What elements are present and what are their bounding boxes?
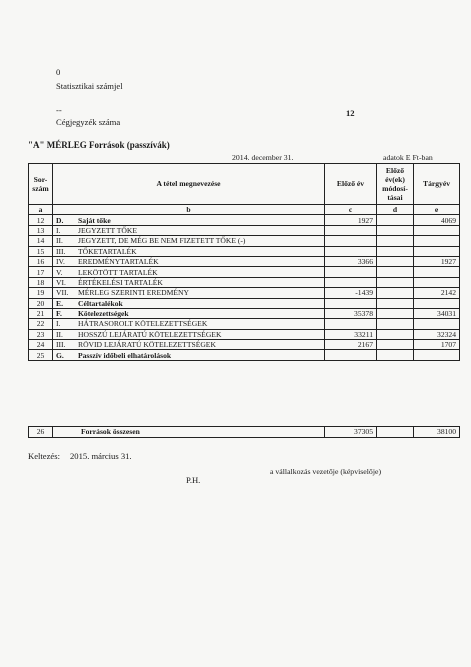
row-modification xyxy=(377,288,414,298)
table-body xyxy=(29,215,460,360)
table-row xyxy=(29,340,460,350)
row-prev-year: 1927 xyxy=(325,215,377,225)
row-label xyxy=(53,308,325,318)
row-current-year xyxy=(414,277,460,287)
row-label xyxy=(53,277,325,287)
reg-label: Cégjegyzék száma xyxy=(56,117,121,127)
page-title: "A" MÉRLEG Források (passzívák) xyxy=(28,140,170,150)
row-prev-year xyxy=(325,298,377,308)
row-code: III. xyxy=(56,246,66,256)
row-prev-year xyxy=(325,267,377,277)
col-code-b: b xyxy=(53,205,325,215)
row-code: III. xyxy=(56,340,66,350)
row-modification xyxy=(377,267,414,277)
row-current-year: 1707 xyxy=(414,340,460,350)
table-row xyxy=(29,350,460,360)
total-no: 26 xyxy=(29,427,53,438)
col-modositas: Előző év(ek) módosí-tásai xyxy=(377,164,414,205)
row-number: 12 xyxy=(29,215,53,225)
row-label-text: HÁTRASOROLT KÖTELEZETTSÉGEK xyxy=(78,319,208,329)
row-label xyxy=(53,298,325,308)
table-row xyxy=(29,277,460,287)
row-current-year xyxy=(414,298,460,308)
row-label-text: LEKÖTÖTT TARTALÉK xyxy=(78,267,158,277)
row-label xyxy=(53,329,325,339)
row-modification xyxy=(377,277,414,287)
row-code: G. xyxy=(56,350,64,360)
row-label xyxy=(53,256,325,266)
row-prev-year: 33211 xyxy=(325,329,377,339)
table-row xyxy=(29,308,460,318)
table-row xyxy=(29,215,460,225)
unit-label: adatok E Ft-ban xyxy=(383,153,433,162)
row-number: 19 xyxy=(29,288,53,298)
row-label-text: RÖVID LEJÁRATÚ KÖTELEZETTSÉGEK xyxy=(78,340,216,350)
row-label-text: EREDMÉNYTARTALÉK xyxy=(78,257,159,267)
row-label-text: TŐKETARTALÉK xyxy=(78,246,137,256)
row-prev-year: 35378 xyxy=(325,308,377,318)
row-modification xyxy=(377,340,414,350)
total-row xyxy=(29,427,460,438)
row-modification xyxy=(377,225,414,235)
row-code: II. xyxy=(56,329,63,339)
page-number: 12 xyxy=(346,108,355,118)
row-label-text: Céltartalékok xyxy=(78,298,123,308)
row-number: 21 xyxy=(29,308,53,318)
col-code-d: d xyxy=(377,205,414,215)
row-modification xyxy=(377,256,414,266)
row-label-text: HOSSZÚ LEJÁRATÚ KÖTELEZETTSÉGEK xyxy=(78,329,222,339)
dated-value: 2015. március 31. xyxy=(70,451,132,461)
col-code-c: c xyxy=(325,205,377,215)
row-modification xyxy=(377,298,414,308)
table-row xyxy=(29,225,460,235)
row-prev-year: 3366 xyxy=(325,256,377,266)
row-label-text: JEGYZETT, DE MÉG BE NEM FIZETETT TŐKE (-) xyxy=(78,236,246,246)
row-current-year: 1927 xyxy=(414,256,460,266)
col-code-a: a xyxy=(29,205,53,215)
row-current-year: 32324 xyxy=(414,329,460,339)
row-number: 20 xyxy=(29,298,53,308)
report-date: 2014. december 31. xyxy=(232,153,294,162)
row-current-year xyxy=(414,267,460,277)
row-code: I. xyxy=(56,319,61,329)
row-prev-year xyxy=(325,277,377,287)
stat-label: Statisztikai számjel xyxy=(56,81,123,91)
row-label-text: MÉRLEG SZERINTI EREDMÉNY xyxy=(78,288,189,298)
total-label: Források összesen xyxy=(53,427,325,438)
row-code: D. xyxy=(56,215,64,225)
col-megnevezes: A tétel megnevezése xyxy=(53,164,325,205)
table-row xyxy=(29,329,460,339)
row-prev-year: -1439 xyxy=(325,288,377,298)
row-code: E. xyxy=(56,298,63,308)
col-sorszam: Sor-szám xyxy=(29,164,53,205)
row-label-text: ÉRTÉKELÉSI TARTALÉK xyxy=(78,277,163,287)
row-current-year: 34031 xyxy=(414,308,460,318)
row-prev-year xyxy=(325,319,377,329)
row-number: 17 xyxy=(29,267,53,277)
row-current-year xyxy=(414,319,460,329)
row-modification xyxy=(377,236,414,246)
table-row xyxy=(29,288,460,298)
row-prev-year xyxy=(325,225,377,235)
row-current-year: 2142 xyxy=(414,288,460,298)
total-curr: 38100 xyxy=(414,427,460,438)
table-row xyxy=(29,236,460,246)
row-current-year xyxy=(414,350,460,360)
dated-label: Keltezés: xyxy=(28,451,60,461)
row-label xyxy=(53,225,325,235)
table-row xyxy=(29,319,460,329)
row-label-text: Passzív időbeli elhatárolások xyxy=(78,350,172,360)
table-row xyxy=(29,298,460,308)
total-mod xyxy=(377,427,414,438)
total-prev: 37305 xyxy=(325,427,377,438)
row-prev-year xyxy=(325,350,377,360)
row-modification xyxy=(377,350,414,360)
row-current-year xyxy=(414,236,460,246)
row-code: I. xyxy=(56,225,61,235)
row-modification xyxy=(377,308,414,318)
row-prev-year: 2167 xyxy=(325,340,377,350)
table-row xyxy=(29,267,460,277)
column-code-row xyxy=(29,205,460,215)
row-prev-year xyxy=(325,246,377,256)
row-label xyxy=(53,236,325,246)
row-current-year xyxy=(414,225,460,235)
table-header-row xyxy=(29,164,460,205)
row-label-text: JEGYZETT TŐKE xyxy=(78,225,137,235)
row-number: 16 xyxy=(29,256,53,266)
row-label xyxy=(53,267,325,277)
row-modification xyxy=(377,215,414,225)
row-modification xyxy=(377,246,414,256)
row-code: II. xyxy=(56,236,63,246)
total-table xyxy=(28,426,460,438)
row-label xyxy=(53,246,325,256)
row-label-text: Kötelezettségek xyxy=(78,309,129,319)
col-code-e: e xyxy=(414,205,460,215)
row-number: 18 xyxy=(29,277,53,287)
row-code: F. xyxy=(56,309,62,319)
row-code: IV. xyxy=(56,257,65,267)
row-code: V. xyxy=(56,267,63,277)
row-label-text: Saját tőke xyxy=(78,215,111,225)
col-targyev: Tárgyév xyxy=(414,164,460,205)
row-label xyxy=(53,319,325,329)
row-current-year xyxy=(414,246,460,256)
col-elozo-ev: Előző év xyxy=(325,164,377,205)
row-number: 13 xyxy=(29,225,53,235)
row-label xyxy=(53,340,325,350)
row-current-year: 4069 xyxy=(414,215,460,225)
row-number: 24 xyxy=(29,340,53,350)
row-prev-year xyxy=(325,236,377,246)
stat-value: 0 xyxy=(56,67,61,77)
row-number: 25 xyxy=(29,350,53,360)
row-code: VI. xyxy=(56,277,66,287)
signer-label: a vállalkozás vezetője (képviselője) xyxy=(270,467,382,476)
row-code: VII. xyxy=(56,288,69,298)
row-number: 23 xyxy=(29,329,53,339)
row-modification xyxy=(377,319,414,329)
row-label xyxy=(53,350,325,360)
row-number: 22 xyxy=(29,319,53,329)
row-number: 15 xyxy=(29,246,53,256)
stamp-label: P.H. xyxy=(186,475,201,485)
reg-value: -- xyxy=(56,105,62,115)
row-label xyxy=(53,288,325,298)
row-modification xyxy=(377,329,414,339)
row-number: 14 xyxy=(29,236,53,246)
table-row xyxy=(29,256,460,266)
balance-table xyxy=(28,163,460,361)
row-label xyxy=(53,215,325,225)
table-row xyxy=(29,246,460,256)
